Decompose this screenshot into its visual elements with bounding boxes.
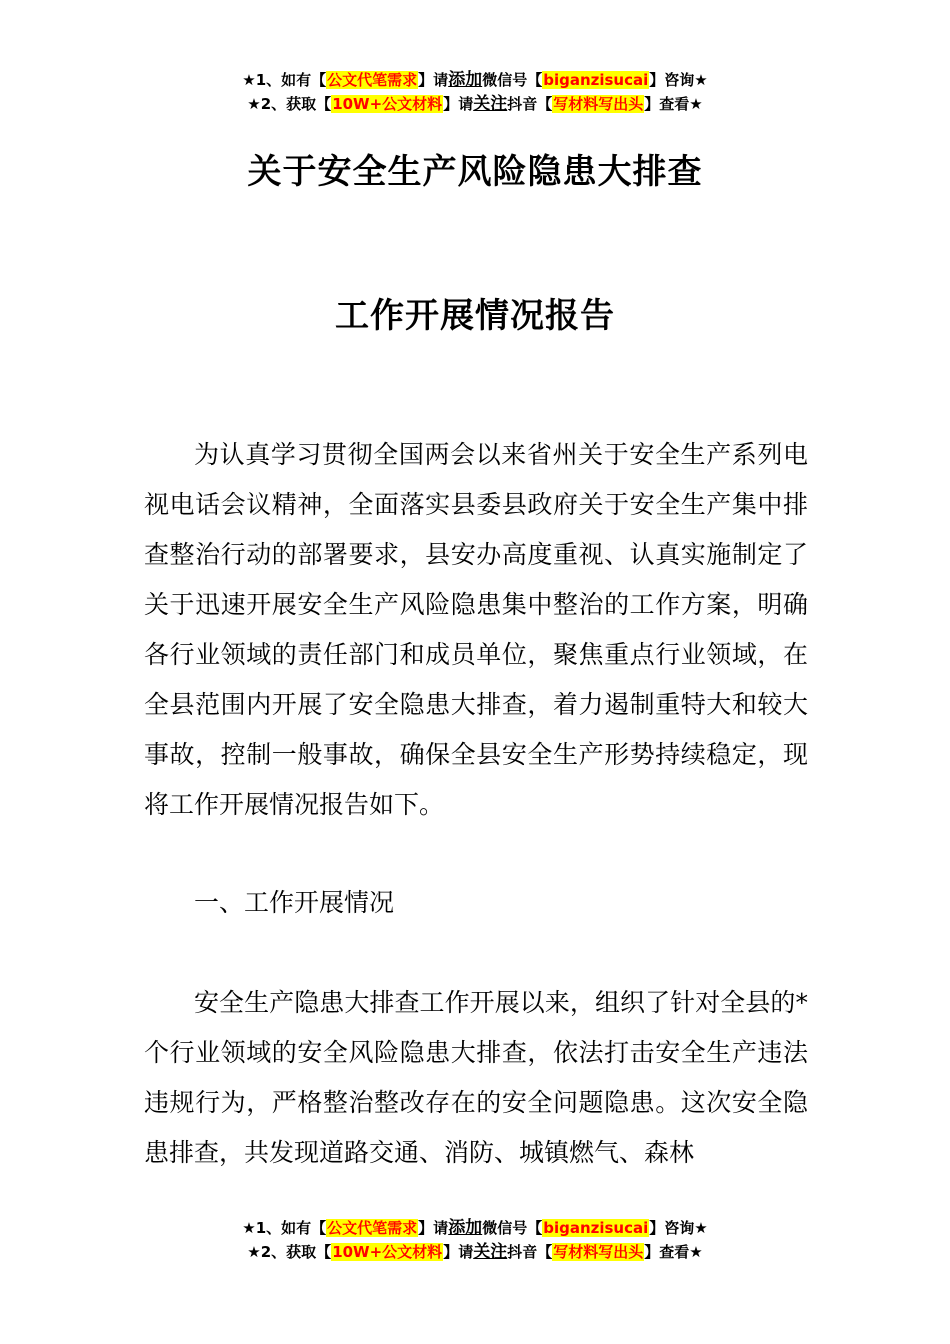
promo-highlight: 写材料写出头 xyxy=(553,1243,644,1261)
promo-text: 】请 xyxy=(443,1243,474,1261)
promo-text: 抖音【 xyxy=(507,95,553,113)
body-paragraph: 为认真学习贯彻全国两会以来省州关于安全生产系列电视电话会议精神，全面落实县委县政府关于安全生产集中排查整治行动的部署要求，县安办高度重视、认真实施制定了关于迅速开展安全生产风险隐患集中整治的工作方案，明确各行业领域的责任部门和成员单位，聚焦重点行业领域，在全县范围内开展了安全隐患大排查，着力遏制重特大和较大事故，控制一般事故，确保全县安全生产形势持续稳定，现将工作开展情况报告如下。 xyxy=(144,440,808,819)
body-paragraph: 安全生产隐患大排查工作开展以来，组织了针对全县的*个行业领域的安全风险隐患大排查，依法打击安全生产违法违规行为，严格整治整改存在的安全问题隐患。这次安全隐患排查，共发现道路交通、消防、城镇燃气、森林 xyxy=(144,988,808,1167)
promo-text: 微信号【 xyxy=(482,71,543,89)
promo-underlined: 添加 xyxy=(448,1218,483,1238)
promo-highlight: 写材料写出头 xyxy=(553,95,644,113)
promo-text: 】查看★ xyxy=(644,1243,703,1261)
document-title-line-1: 关于安全生产风险隐患大排查 xyxy=(247,152,703,192)
promo-text: 抖音【 xyxy=(507,1243,553,1261)
promo-text: 】请 xyxy=(418,1219,449,1237)
section-heading: 一、工作开展情况 xyxy=(194,888,395,917)
promo-line-2 xyxy=(0,1240,950,1264)
promo-text: ★2、获取【 xyxy=(247,1243,332,1261)
promo-underlined: 关注 xyxy=(473,1242,508,1262)
promo-banner-bottom xyxy=(0,1216,950,1264)
promo-underlined: 添加 xyxy=(448,70,483,90)
promo-line-2 xyxy=(0,92,950,116)
promo-underlined: 关注 xyxy=(473,94,508,114)
promo-banner-top xyxy=(0,68,950,116)
promo-text: 】查看★ xyxy=(644,95,703,113)
promo-text: ★1、如有【 xyxy=(242,1219,327,1237)
promo-text: 】咨询★ xyxy=(649,71,708,89)
promo-highlight: biganzisucai xyxy=(543,71,649,89)
promo-highlight: 10W+公文材料 xyxy=(332,1243,443,1261)
promo-text: 】咨询★ xyxy=(649,1219,708,1237)
promo-highlight: 公文代笔需求 xyxy=(327,71,418,89)
promo-text: 】请 xyxy=(418,71,449,89)
promo-highlight: biganzisucai xyxy=(543,1219,649,1237)
promo-highlight: 10W+公文材料 xyxy=(332,95,443,113)
promo-text: 】请 xyxy=(443,95,474,113)
promo-text: ★2、获取【 xyxy=(247,95,332,113)
promo-line-1 xyxy=(0,68,950,92)
promo-highlight: 公文代笔需求 xyxy=(327,1219,418,1237)
promo-text: 微信号【 xyxy=(482,1219,543,1237)
document-title-line-2: 工作开展情况报告 xyxy=(335,296,615,336)
promo-line-1 xyxy=(0,1216,950,1240)
promo-text: ★1、如有【 xyxy=(242,71,327,89)
